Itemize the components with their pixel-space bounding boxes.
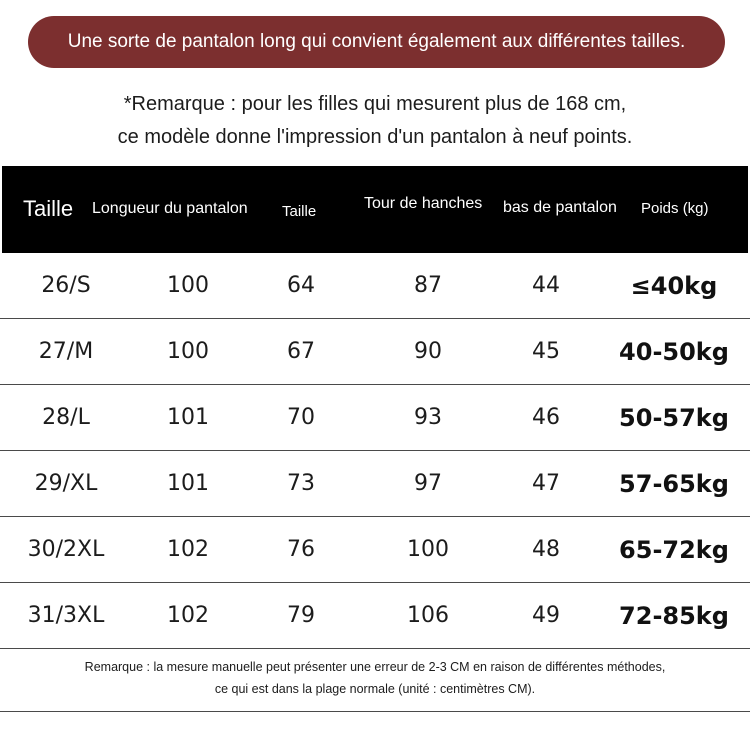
cell-hem: 44 bbox=[532, 273, 560, 298]
height-remark-line-1: *Remarque : pour les filles qui mesurent plus de 168 cm, bbox=[123, 93, 627, 115]
cell-hips: 93 bbox=[414, 405, 442, 430]
cell-hips: 100 bbox=[407, 537, 449, 562]
title-banner bbox=[28, 16, 725, 68]
cell-hem: 49 bbox=[532, 603, 560, 628]
size-table-header bbox=[2, 166, 748, 253]
cell-hips: 106 bbox=[407, 603, 449, 628]
cell-waist: 73 bbox=[287, 471, 315, 496]
header-weight: Poids (kg) bbox=[641, 200, 709, 217]
table-row bbox=[0, 385, 750, 451]
cell-hem: 47 bbox=[532, 471, 560, 496]
cell-length: 102 bbox=[167, 537, 209, 562]
cell-weight: ≤40kg bbox=[630, 271, 718, 300]
cell-waist: 76 bbox=[287, 537, 315, 562]
table-row bbox=[0, 319, 750, 385]
cell-hips: 97 bbox=[414, 471, 442, 496]
cell-length: 102 bbox=[167, 603, 209, 628]
cell-waist: 70 bbox=[287, 405, 315, 430]
measurement-note bbox=[22, 656, 728, 700]
cell-hem: 45 bbox=[532, 339, 560, 364]
cell-hips: 90 bbox=[414, 339, 442, 364]
cell-waist: 64 bbox=[287, 273, 315, 298]
cell-size: 31/3XL bbox=[27, 603, 105, 628]
cell-weight: 65-72kg bbox=[619, 535, 729, 564]
table-row bbox=[0, 583, 750, 649]
height-remark bbox=[0, 88, 750, 154]
cell-size: 30/2XL bbox=[27, 537, 105, 562]
cell-length: 101 bbox=[167, 471, 209, 496]
cell-weight: 50-57kg bbox=[619, 403, 729, 432]
table-row bbox=[0, 253, 750, 319]
table-row bbox=[0, 517, 750, 583]
bottom-divider bbox=[0, 711, 750, 712]
header-length: Longueur du pantalon bbox=[92, 200, 248, 217]
cell-weight: 72-85kg bbox=[619, 601, 729, 630]
cell-hem: 46 bbox=[532, 405, 560, 430]
cell-length: 101 bbox=[167, 405, 209, 430]
header-hips: Tour de hanches bbox=[364, 195, 483, 212]
cell-size: 26/S bbox=[41, 273, 91, 298]
cell-size: 29/XL bbox=[34, 471, 98, 496]
cell-length: 100 bbox=[167, 273, 209, 298]
cell-waist: 79 bbox=[287, 603, 315, 628]
cell-weight: 40-50kg bbox=[619, 337, 729, 366]
cell-length: 100 bbox=[167, 339, 209, 364]
cell-waist: 67 bbox=[287, 339, 315, 364]
header-waist: Taille bbox=[282, 203, 317, 220]
size-table-body bbox=[0, 253, 750, 649]
cell-size: 28/L bbox=[42, 405, 90, 430]
measurement-note-line-2: ce qui est dans la plage normale (unité : centimètres CM). bbox=[214, 682, 536, 696]
cell-weight: 57-65kg bbox=[619, 469, 729, 498]
cell-hips: 87 bbox=[414, 273, 442, 298]
table-row bbox=[0, 451, 750, 517]
header-size: Taille bbox=[23, 196, 74, 221]
height-remark-line-2: ce modèle donne l'impression d'un pantalon à neuf points. bbox=[117, 126, 633, 148]
header-hem: bas de pantalon bbox=[503, 199, 617, 216]
cell-size: 27/M bbox=[38, 339, 94, 364]
measurement-note-line-1: Remarque : la mesure manuelle peut présenter une erreur de 2-3 CM en raison de différentes méthodes, bbox=[84, 660, 666, 674]
banner-text: Une sorte de pantalon long qui convient également aux différentes tailles. bbox=[67, 31, 686, 52]
cell-hem: 48 bbox=[532, 537, 560, 562]
